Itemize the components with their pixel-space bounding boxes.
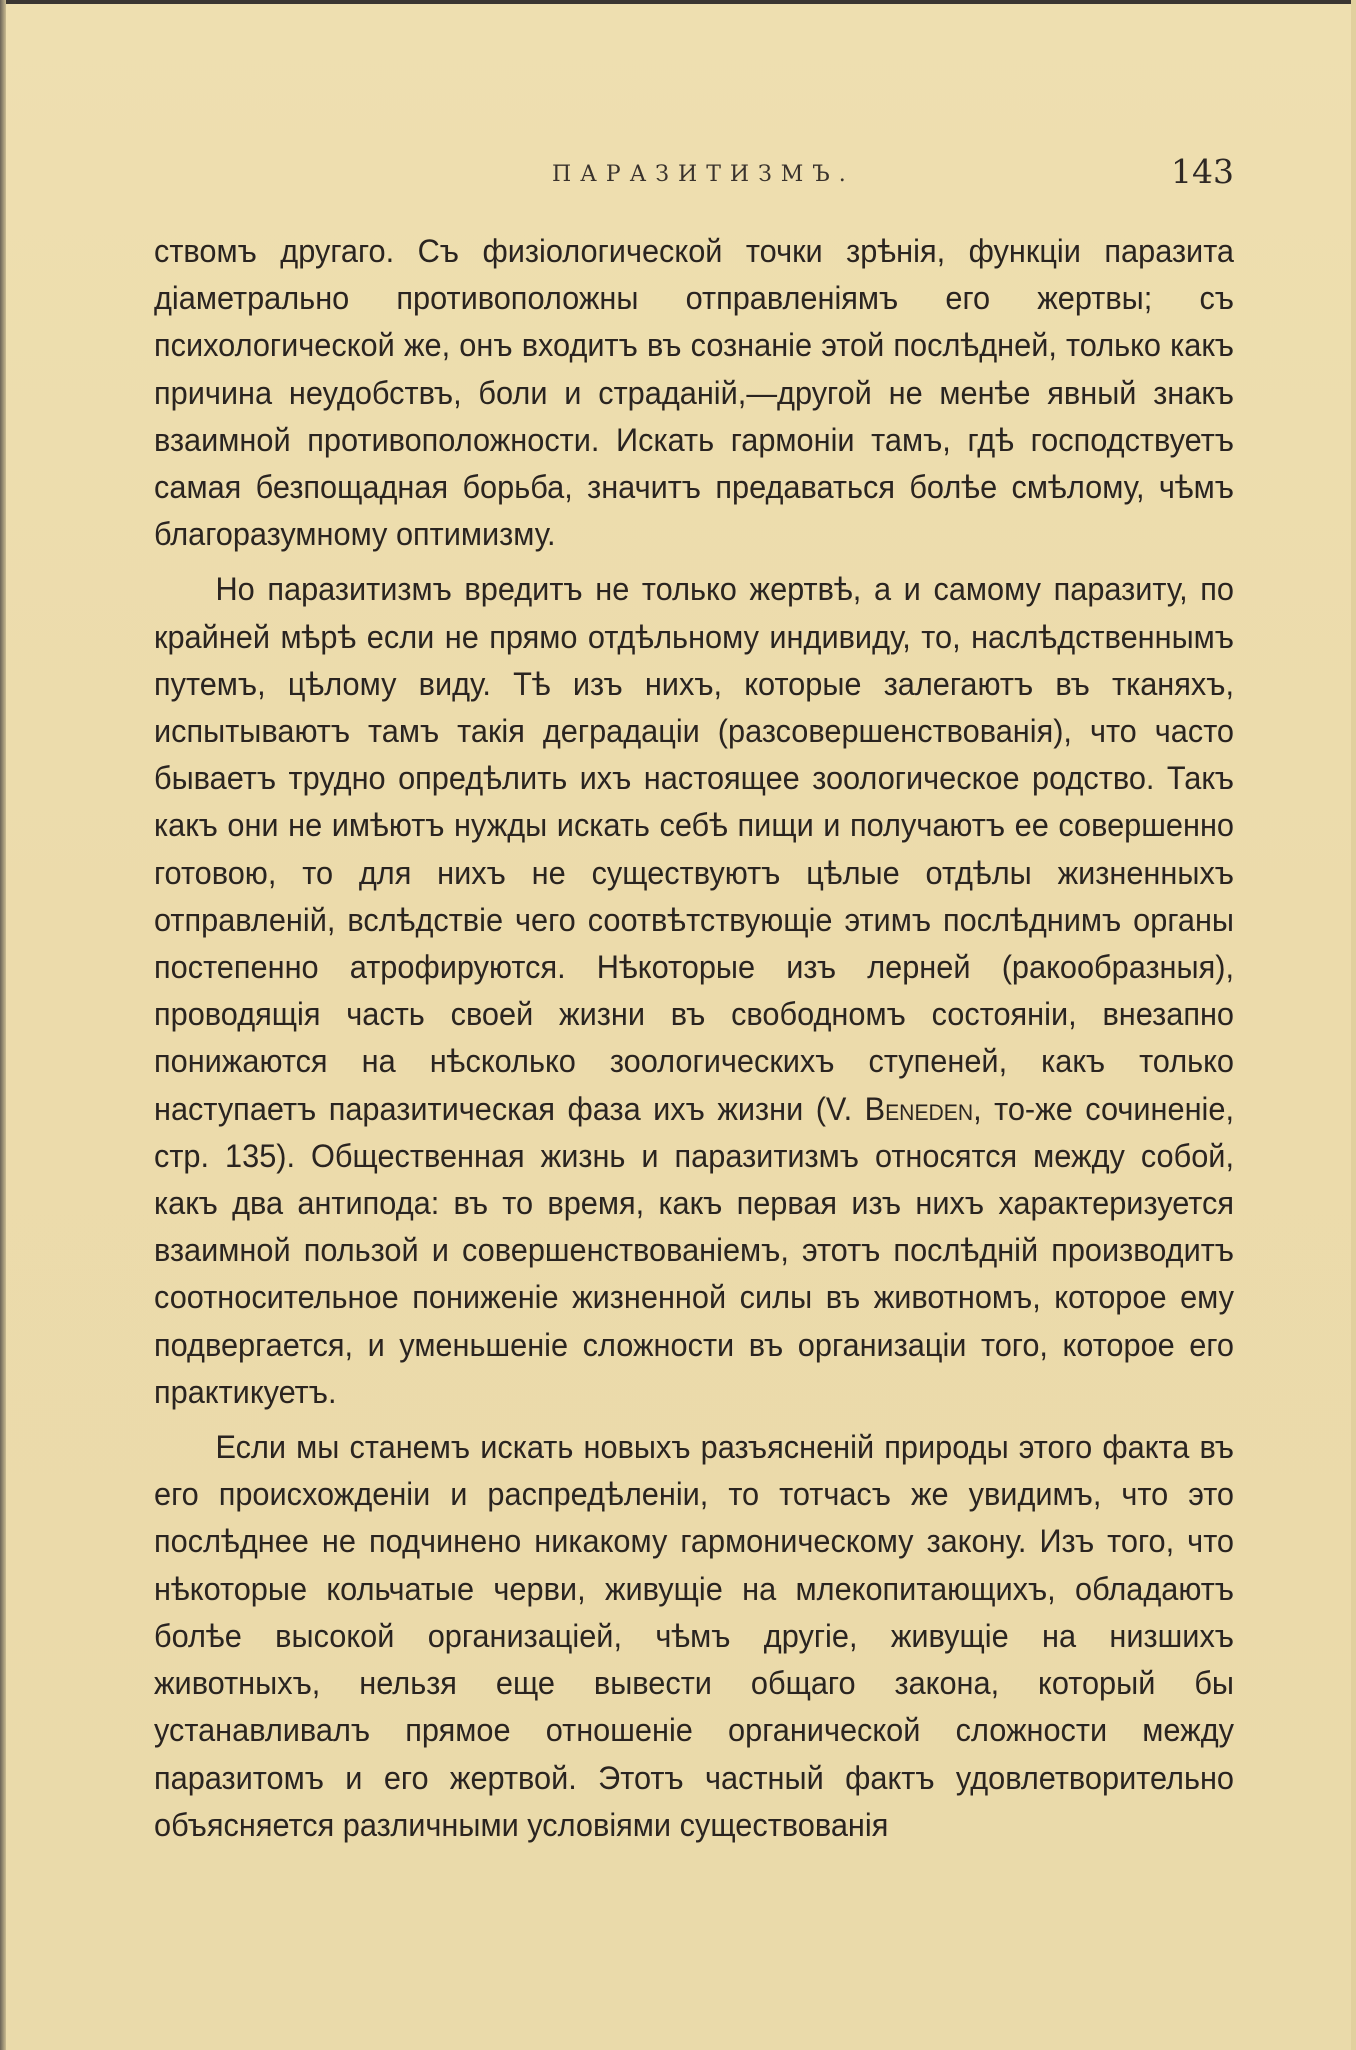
paragraph-2-tail: , то-же сочиненіе, стр. 135). Общественная жизнь и паразитизмъ относятся между собой, какъ два антипода: въ то время, какъ первая изъ нихъ характеризуется взаимной пользой и совершенствованіемъ, этотъ послѣдній производитъ соотносительное пониженіе жизненной силы въ животномъ, которое ему подвергается, и уменьшеніе сложности въ организаціи того, которое его практикуетъ. (154, 1090, 1235, 1410)
page-right-edge (1351, 0, 1356, 2050)
paragraph-2-text: Но паразитизмъ вредитъ не только жертвѣ, а и самому паразиту, по крайней мѣрѣ если не прямо отдѣльному индивиду, то, наслѣдственнымъ путемъ, цѣлому виду. Тѣ изъ нихъ, которые залегаютъ въ тканяхъ, испытываютъ тамъ такія деградаціи (разсовершенствованія), что часто бываетъ трудно опредѣлить ихъ настоящее зоологическое родство. Такъ какъ они не имѣютъ нужды искать себѣ пищи и получаютъ ее совершенно готовою, то для нихъ не существуютъ цѣлые отдѣлы жизненныхъ отправленій, вслѣдствіе чего соотвѣтствующіе этимъ послѣднимъ органы постепенно атрофируются. Нѣкоторые изъ лерней (ракообразныя), проводящія часть своей жизни въ свободномъ состояніи, внезапно понижаются на нѣсколько зоологическихъ ступеней, какъ только наступаетъ паразитическая фаза ихъ жизни (V. (154, 571, 1234, 1127)
running-title: ПАРАЗИТИЗМЪ. (552, 162, 855, 187)
paragraph-1 (154, 228, 1234, 558)
page-number: 143 (1171, 152, 1234, 191)
body-text (154, 228, 1234, 1849)
page-left-edge (0, 0, 6, 2050)
paragraph-1-text: ствомъ другаго. Съ физіологической точки зрѣнія, функціи паразита діаметрально противоположны отправленіямъ его жертвы; съ психологической же, онъ входитъ въ сознаніе этой послѣдней, только какъ причина неудобствъ, боли и страданій,—другой не менѣе явный знакъ взаимной противоположности. Искать гармоніи тамъ, гдѣ господствуетъ самая безпощадная борьба, значитъ предаваться болѣе смѣлому, чѣмъ благоразумному оптимизму. (154, 233, 1234, 553)
author-name: Beneden (864, 1090, 974, 1127)
top-border (0, 0, 1356, 4)
paragraph-3 (154, 1424, 1234, 1849)
page-header (154, 152, 1234, 200)
paragraph-2 (154, 566, 1234, 1416)
paragraph-3-text: Если мы станемъ искать новыхъ разъясненій природы этого факта въ его происхожденіи и распредѣленіи, то тотчасъ же увидимъ, что это послѣднее не подчинено никакому гармоническому закону. Изъ того, что нѣкоторые кольчатые черви, живущіе на млекопитающихъ, обладаютъ болѣе высокой организаціей, чѣмъ другіе, живущіе на низшихъ животныхъ, нельзя еще вывести общаго закона, который бы устанавливалъ прямое отношеніе органической сложности между паразитомъ и его жертвой. Этотъ частный фактъ удовлетворительно объясняется различными условіями существованія (154, 1429, 1234, 1843)
